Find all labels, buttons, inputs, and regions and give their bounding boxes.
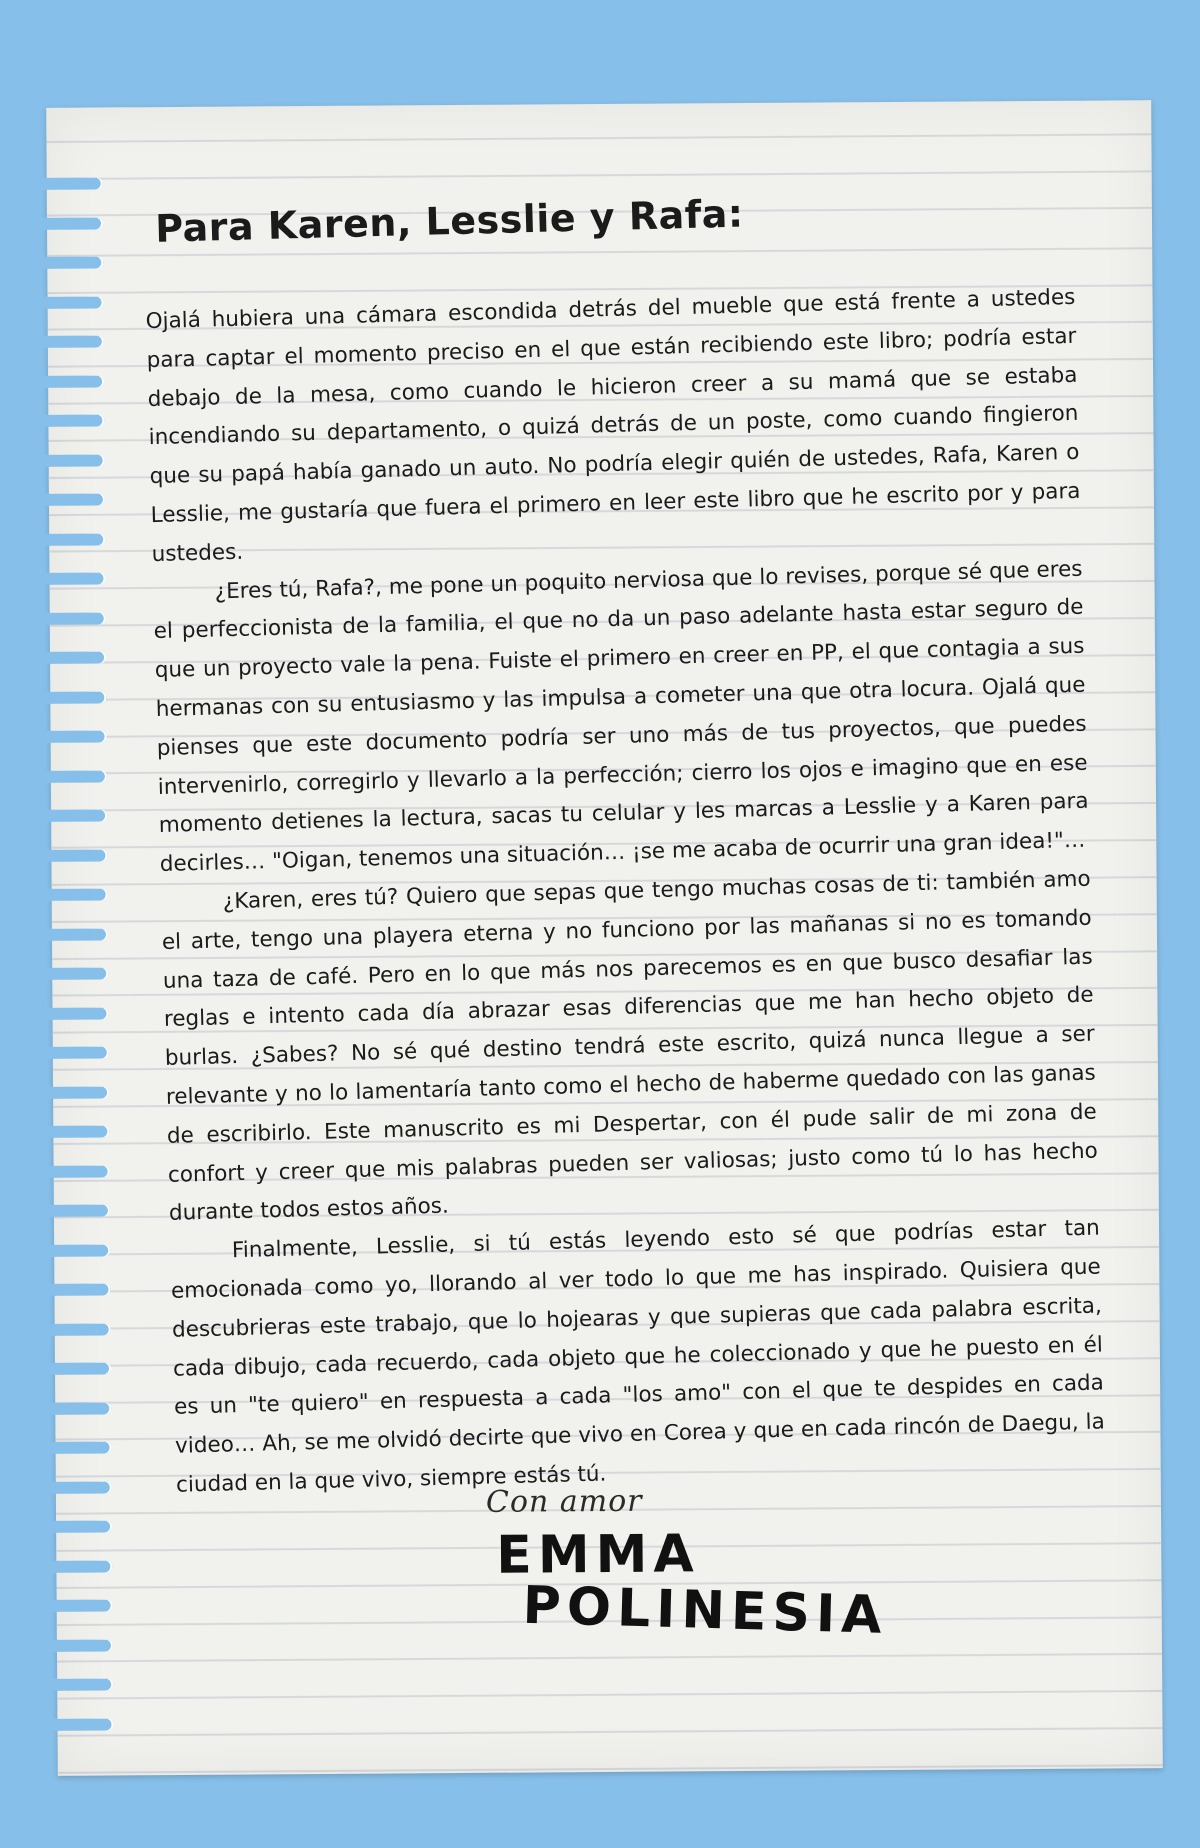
binding-hole	[45, 849, 107, 861]
binding-hole	[49, 1323, 111, 1335]
binding-hole	[41, 177, 103, 189]
binding-hole	[45, 770, 107, 782]
binding-hole	[43, 572, 105, 584]
binding-hole	[46, 967, 108, 979]
binding-hole	[44, 651, 106, 663]
binding-hole	[42, 375, 104, 387]
signature-name-line-1: EMMA	[496, 1524, 700, 1586]
binding-hole	[41, 256, 103, 268]
binding-hole	[44, 691, 106, 703]
binding-hole	[48, 1283, 110, 1295]
binding-hole	[50, 1481, 112, 1493]
binding-hole	[46, 928, 108, 940]
binding-hole	[43, 533, 105, 545]
binding-hole	[48, 1244, 110, 1256]
binding-hole	[43, 493, 105, 505]
signoff-text: Con amor	[485, 1483, 643, 1520]
signature-block	[476, 1482, 889, 1685]
binding-hole	[41, 217, 103, 229]
binding-hole	[48, 1204, 110, 1216]
binding-hole	[50, 1441, 112, 1453]
binding-hole	[49, 1362, 111, 1374]
binding-hole	[51, 1599, 113, 1611]
binding-hole	[51, 1639, 113, 1651]
binding-hole	[50, 1560, 112, 1572]
signature-name	[476, 1524, 889, 1646]
binding-hole	[46, 1007, 108, 1019]
binding-hole	[45, 730, 107, 742]
letter-paragraph-2: ¿Eres tú, Rafa?, me pone un poquito nerviosa que lo revises, porque sé que eres el perfeccionista de la familia, el que no da un paso adelante hasta estar seguro de que un proyecto vale la pena. Fuiste el primero en creer en PP, el que contagia a sus hermanas con su entusiasmo y las impulsa a cometer una que otra locura. Ojalá que pienses que este documento podría ser uno más de tus proyectos, que puedes intervenirlo, corregirlo y llevarlo a la perfección; cierro los ojos e imagino que en ese momento detienes la lectura, sacas tu celular y les marcas a Lesslie y a Karen para decirles… "Oigan, tenemos una situación… ¡se me acaba de ocurrir una gran idea!"…	[153, 556, 1089, 878]
letter-paragraph-4: Finalmente, Lesslie, si tú estás leyendo esto sé que podrías estar tan emocionada como yo, llorando al ver todo lo que me has inspirado. Quisiera que descubrieras este trabajo, que lo hojearas y que supieras que cada palabra escrita, cada dibujo, cada recuerdo, cada objeto que he coleccionado y que he puesto en él es un "te quiero" en respuesta a cada "los amo" con el que te despides en cada video… Ah, se me olvidó decirte que vivo en Corea y que en cada rincón de Daegu, la ciudad en la que vivo, siempre estás tú.	[170, 1215, 1106, 1498]
binding-hole	[43, 454, 105, 466]
binding-hole	[45, 809, 107, 821]
binding-hole	[48, 1165, 110, 1177]
binding-hole	[51, 1678, 113, 1690]
binding-hole	[46, 888, 108, 900]
spiral-holes	[47, 177, 128, 1757]
binding-hole	[47, 1046, 109, 1058]
binding-hole	[49, 1402, 111, 1414]
binding-hole	[42, 296, 104, 308]
letter-paragraph-1: Ojalá hubiera una cámara escondida detrás del mueble que está frente a ustedes para captar el momento preciso en el que están recibiendo este libro; podría estar debajo de la mesa, como cuando le hicieron creer a su mamá que se estaba incendiando su departamento, o quizá detrás de un poste, como cuando fingieron que su papá había ganado un auto. No podría elegir quién de ustedes, Rafa, Karen o Lesslie, me gustaría que fuera el primero en leer este libro que he escrito por y para ustedes.	[145, 284, 1081, 567]
binding-hole	[42, 414, 104, 426]
notebook-page	[46, 100, 1163, 1776]
letter-content	[142, 143, 1107, 1506]
binding-hole	[42, 335, 104, 347]
binding-hole	[50, 1520, 112, 1532]
binding-hole	[51, 1718, 113, 1730]
binding-hole	[47, 1086, 109, 1098]
signature-name-line-2: POLINESIA	[521, 1575, 889, 1646]
binding-hole	[44, 612, 106, 624]
letter-heading: Para Karen, Lesslie y Rafa:	[154, 191, 745, 251]
binding-hole	[47, 1125, 109, 1137]
letter-paragraph-3: ¿Karen, eres tú? Quiero que sepas que tengo muchas cosas de ti: también amo el arte, tengo una playera eterna y no funciono por las mañanas si no es tomando una taza de café. Pero en lo que más nos parecemos es en que busco desafiar las reglas e intento cada día abrazar esas diferencias que me han hecho objeto de burlas. ¿Sabes? No sé qué destino tendrá este escrito, quizá nunca llegue a ser relevante y no lo lamentaría tanto como el hecho de haberme quedado con las ganas de escribirlo. Este manuscrito es mi Despertar, con él pude salir de mi zona de confort y creer que mis palabras pueden ser valiosas; justo como tú lo has hecho durante todos estos años.	[161, 866, 1099, 1227]
